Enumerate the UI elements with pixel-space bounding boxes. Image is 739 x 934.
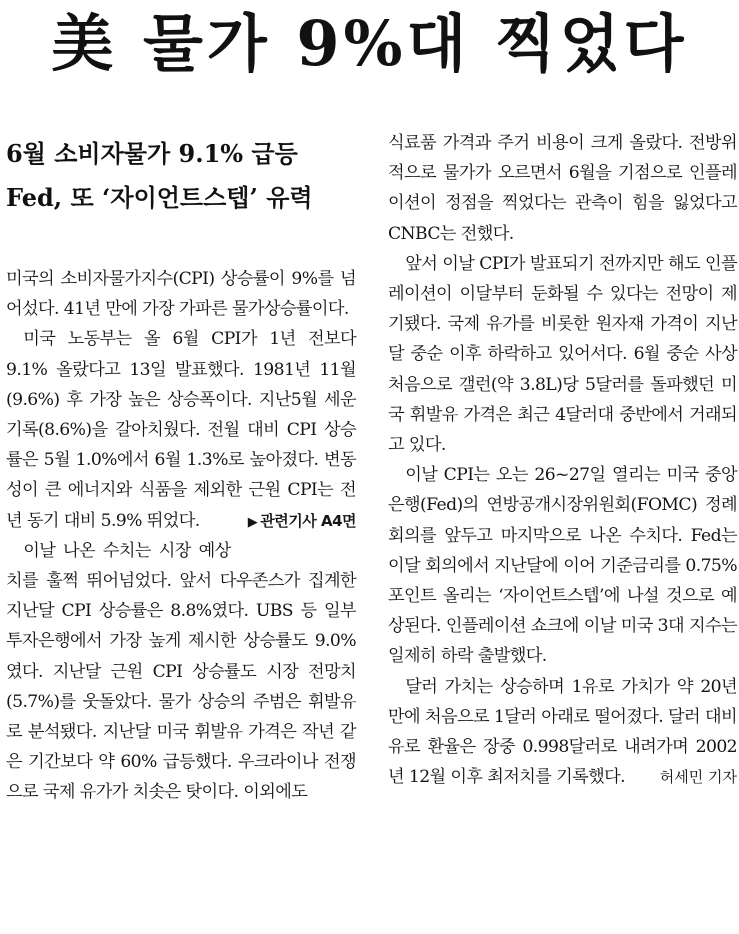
paragraph-text: 달러 가치는 상승하며 1유로 가치가 약 20년 만에 처음으로 1달러 아래로 떨어졌다. 달러 대비 유로 환율은 장중 0.998달러로 내려가며 2002년 12월 이후 최저치를 기록했다. [388,676,737,788]
paragraph: 이날 나온 수치는 시장 예상치를 훌쩍 뛰어넘었다. 앞서 다우존스가 집계한 지난달 CPI 상승률은 8.8%였다. UBS 등 일부 투자은행에서 가장 높게 제시한 상승률도 9.0%였다. 지난달 근원 CPI 상승률도 시장 전망치(5.7%)를 웃돌았다. 물가 상승의 주범은 휘발유로 분석됐다. 지난달 미국 휘발유 가격은 작년 같은 기간보다 약 60% 급등했다. 우크라이나 전쟁으로 국제 유가가 치솟은 탓이다. 이외에도 [6,540,356,803]
paragraph: 미국의 소비자물가지수(CPI) 상승률이 9%를 넘어섰다. 41년 만에 가장 가파른 물가상승률이다. [6,269,356,320]
article-column-right [388,128,737,792]
related-article-link[interactable] [231,506,356,538]
subheadline-line-1: 6월 소비자물가 9.1% 급등 [6,139,298,168]
byline: 허세민 기자 [659,768,737,787]
play-arrow-icon: ▶ [247,514,258,530]
paragraph: 이날 CPI는 오는 26~27일 열리는 미국 중앙은행(Fed)의 연방공개시장위원회(FOMC) 정례회의를 앞두고 마지막으로 나온 수치다. Fed는 이달 회의에서 지난달에 이어 기준금리를 0.75%포인트 올리는 ‘자이언트스텝’에 나설 것으로 예상된다. 인플레이션 쇼크에 이날 미국 3대 지수는 일제히 하락 출발했다. [388,465,737,667]
article-column-left [6,264,356,808]
headline: 美 물가 9%대 찍었다 [51,7,688,80]
paragraph: 앞서 이날 CPI가 발표되기 전까지만 해도 인플레이션이 이달부터 둔화될 수 있다는 전망이 제기됐다. 국제 유가를 비롯한 원자재 가격이 지난달 중순 이후 하락하고 있어서다. 6월 중순 사상 처음으로 갤런(약 3.8L)당 5달러를 돌파했던 미국 휘발유 가격은 최근 4달러대 중반에서 거래되고 있다. [388,253,737,456]
paragraph: 식료품 가격과 주거 비용이 크게 올랐다. 전방위적으로 물가가 오르면서 6월을 기점으로 인플레이션이 정점을 찍었다는 관측이 힘을 잃었다고 CNBC는 전했다. [388,133,737,244]
related-article-label: 관련기사 A4면 [260,511,356,530]
paragraph [388,672,737,793]
subheadline-line-2: Fed, 또 ‘자이언트스텝’ 유력 [6,183,313,212]
subheadline [6,132,356,220]
paragraph-text: 미국 노동부는 올 6월 CPI가 1년 전보다 9.1% 올랐다고 13일 발표했다. 1981년 11월(9.6%) 후 가장 높은 상승폭이다. 지난5월 세운 기록(8.6%)을 갈아치웠다. 전월 대비 CPI 상승률은 5월 1.0%에서 6월 1.3%로 높아졌다. 변동성이 큰 에너지와 식품을 제외한 근원 CPI는 전년 동기 대비 5.9% 뛰었다. [6,329,356,531]
paragraph [6,324,356,535]
